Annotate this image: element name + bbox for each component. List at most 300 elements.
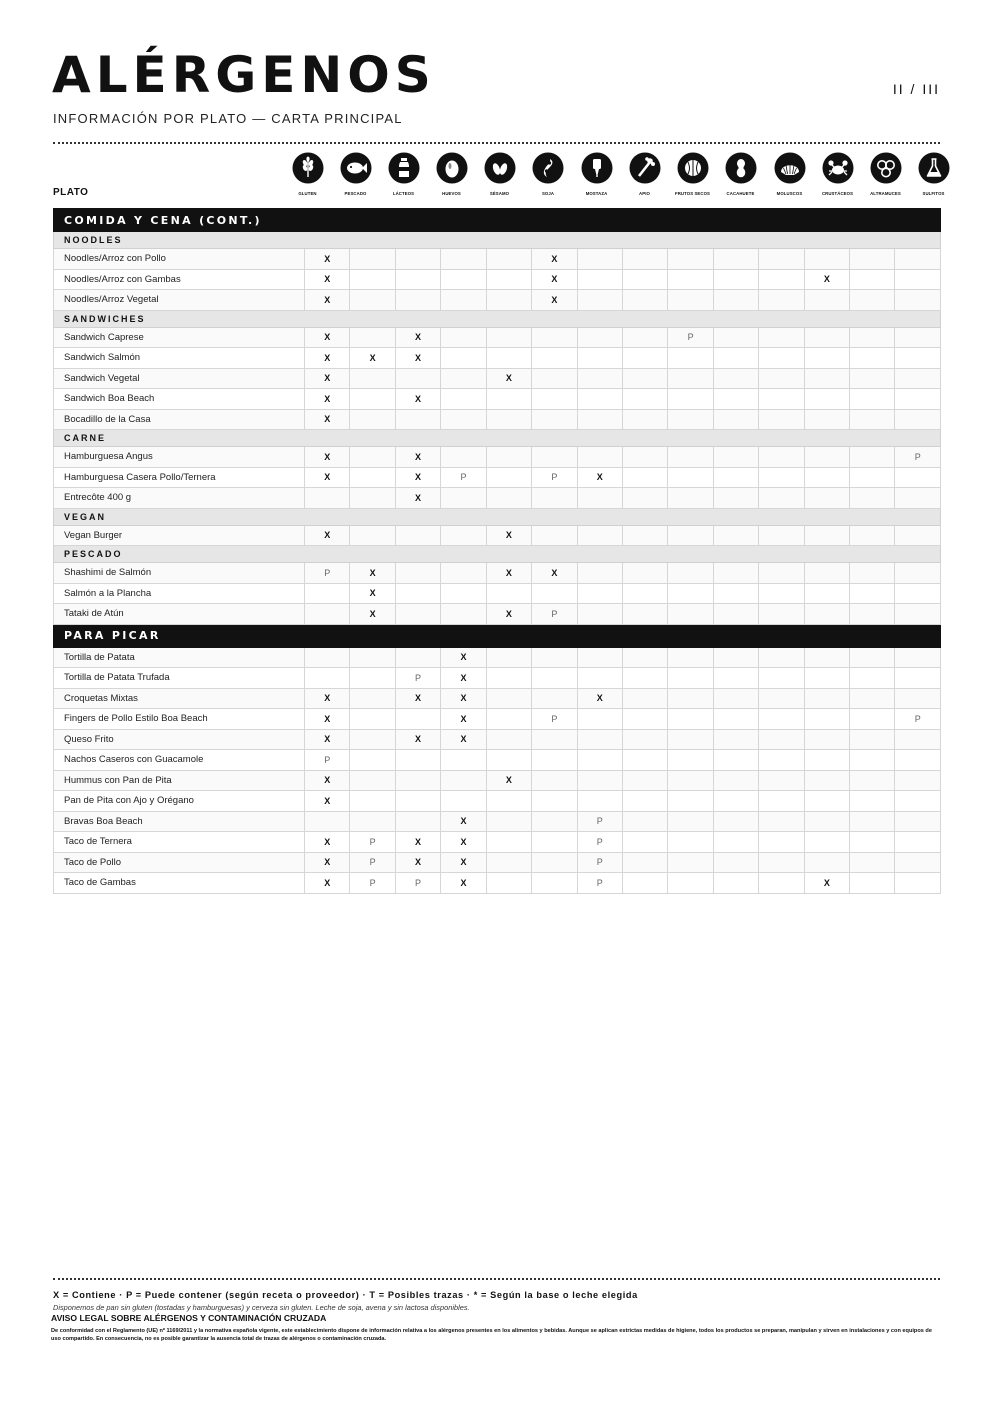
allergen-mark (804, 563, 849, 584)
table-row (54, 563, 941, 584)
allergen-mark (441, 290, 486, 311)
allergen-mark: X (305, 832, 350, 853)
table-row (54, 368, 941, 389)
allergen-mark: X (305, 467, 350, 488)
allergen-mark (850, 852, 895, 873)
allergen-mark (713, 290, 758, 311)
allergen-column-2 (381, 152, 426, 196)
allergen-mark (441, 750, 486, 771)
allergen-mark (622, 290, 667, 311)
allergen-mark: P (895, 709, 940, 730)
allergen-mark (441, 348, 486, 369)
allergen-mark (441, 447, 486, 468)
table-row (54, 770, 941, 791)
allergen-mark (577, 647, 622, 668)
allergen-column-13 (911, 152, 956, 196)
allergen-mark (532, 750, 577, 771)
allergen-mark (305, 811, 350, 832)
allergen-mark: X (350, 348, 395, 369)
allergen-mark (350, 688, 395, 709)
allergen-mark (532, 668, 577, 689)
allergen-mark (713, 811, 758, 832)
allergen-mark: P (532, 467, 577, 488)
allergen-mark (713, 873, 758, 894)
allergen-mark (804, 327, 849, 348)
allergen-mark (350, 770, 395, 791)
allergen-mark: P (305, 563, 350, 584)
allergen-mark (759, 488, 804, 509)
allergen-column-9 (718, 152, 763, 196)
allergen-mark (486, 447, 531, 468)
allergen-mark (532, 488, 577, 509)
allergen-mark (486, 583, 531, 604)
allergen-mark (804, 647, 849, 668)
allergen-mark: X (441, 647, 486, 668)
allergen-mark (577, 668, 622, 689)
allergen-mark: X (305, 327, 350, 348)
allergen-mark (577, 563, 622, 584)
allergen-mark (713, 668, 758, 689)
allergen-mark (668, 249, 713, 270)
allergen-mark (804, 348, 849, 369)
allergen-mark (441, 249, 486, 270)
allergen-mark (804, 409, 849, 430)
allergen-mark: X (395, 389, 440, 410)
dish-name: Pan de Pita con Ajo y Orégano (54, 791, 305, 812)
allergen-mark (759, 447, 804, 468)
section-title: COMIDA Y CENA (CONT.) (54, 209, 941, 232)
allergen-mark (850, 467, 895, 488)
allergen-mark (850, 525, 895, 546)
dish-name: Entrecôte 400 g (54, 488, 305, 509)
allergen-mark (532, 327, 577, 348)
allergen-mark (895, 290, 940, 311)
table-row (54, 467, 941, 488)
allergen-mark (486, 249, 531, 270)
allergen-mark (804, 389, 849, 410)
allergen-icon-header (0, 152, 993, 202)
allergen-mark (804, 709, 849, 730)
allergen-mark: X (395, 729, 440, 750)
allergen-mark (759, 729, 804, 750)
allergen-mark (441, 327, 486, 348)
allergen-mark (668, 729, 713, 750)
egg-icon (429, 152, 474, 184)
allergen-mark: X (305, 688, 350, 709)
allergen-mark (486, 688, 531, 709)
allergen-mark: X (305, 770, 350, 791)
allergen-mark (486, 811, 531, 832)
category-title: NOODLES (54, 232, 941, 249)
allergen-mark (577, 791, 622, 812)
table-row (54, 852, 941, 873)
allergen-mark (532, 389, 577, 410)
category-title: PESCADO (54, 546, 941, 563)
allergen-mark (759, 791, 804, 812)
allergen-mark (804, 290, 849, 311)
table-row (54, 750, 941, 771)
allergen-mark (395, 647, 440, 668)
table-row (54, 249, 941, 270)
allergen-mark (850, 688, 895, 709)
allergen-mark: P (532, 709, 577, 730)
allergen-mark (395, 269, 440, 290)
allergen-mark: X (305, 873, 350, 894)
allergen-mark (759, 249, 804, 270)
allergen-mark (850, 409, 895, 430)
allergen-mark: X (395, 688, 440, 709)
allergen-mark (850, 647, 895, 668)
dish-name: Sandwich Boa Beach (54, 389, 305, 410)
dish-name: Tortilla de Patata Trufada (54, 668, 305, 689)
allergen-mark (895, 688, 940, 709)
allergen-mark (713, 791, 758, 812)
nut-icon (670, 152, 715, 184)
allergen-mark (532, 873, 577, 894)
allergen-column-1 (333, 152, 378, 196)
allergen-mark (441, 409, 486, 430)
allergen-mark (713, 770, 758, 791)
allergen-mark (713, 327, 758, 348)
allergen-mark (577, 348, 622, 369)
allergen-mark: X (305, 447, 350, 468)
allergen-mark (759, 467, 804, 488)
page-number: II / III (892, 81, 940, 97)
allergen-mark (622, 729, 667, 750)
allergen-mark (759, 583, 804, 604)
allergen-mark (668, 409, 713, 430)
category-title: VEGAN (54, 508, 941, 525)
allergen-mark: P (395, 873, 440, 894)
table-row (54, 269, 941, 290)
allergen-mark (804, 488, 849, 509)
table-row (54, 729, 941, 750)
soy-icon (526, 152, 571, 184)
allergen-mark: X (350, 563, 395, 584)
allergen-mark (577, 389, 622, 410)
allergen-mark (395, 583, 440, 604)
allergen-mark: X (577, 688, 622, 709)
allergen-mark (577, 327, 622, 348)
allergen-mark (713, 409, 758, 430)
allergen-mark: X (804, 873, 849, 894)
celery-icon (622, 152, 667, 184)
allergen-mark (486, 873, 531, 894)
allergen-mark (441, 791, 486, 812)
allergen-mark (486, 348, 531, 369)
allergen-mark (850, 249, 895, 270)
allergen-mark (622, 791, 667, 812)
allergen-mark (577, 750, 622, 771)
allergen-mark (305, 668, 350, 689)
allergen-mark (622, 327, 667, 348)
allergen-mark (759, 525, 804, 546)
allergen-mark (850, 668, 895, 689)
allergen-mark (759, 409, 804, 430)
allergen-mark (713, 525, 758, 546)
allergen-mark (395, 750, 440, 771)
allergen-mark: X (486, 563, 531, 584)
allergen-mark (395, 368, 440, 389)
allergen-label: HUEVOS (442, 191, 461, 196)
allergen-mark (668, 368, 713, 389)
allergen-mark (305, 583, 350, 604)
allergen-mark: X (532, 290, 577, 311)
allergen-mark (713, 467, 758, 488)
allergen-mark (895, 750, 940, 771)
allergen-mark (305, 488, 350, 509)
allergen-mark (895, 647, 940, 668)
allergen-mark (804, 249, 849, 270)
allergen-mark (532, 729, 577, 750)
allergen-mark (895, 668, 940, 689)
dish-name: Taco de Gambas (54, 873, 305, 894)
allergen-mark (622, 832, 667, 853)
allergen-label: CRUSTÁCEOS (821, 191, 854, 196)
allergen-mark (759, 290, 804, 311)
allergen-mark (850, 327, 895, 348)
allergen-mark (350, 409, 395, 430)
allergen-mark (713, 832, 758, 853)
dish-name: Queso Frito (54, 729, 305, 750)
allergen-mark (850, 348, 895, 369)
section-header (54, 209, 941, 232)
allergen-mark (486, 750, 531, 771)
dish-name: Shashimi de Salmón (54, 563, 305, 584)
allergen-mark (577, 249, 622, 270)
category-header (54, 430, 941, 447)
allergen-label: MOLUSCOS (776, 191, 803, 196)
table-row (54, 525, 941, 546)
allergen-mark (350, 525, 395, 546)
allergen-column-6 (574, 152, 619, 196)
allergen-label: APIO (639, 191, 650, 196)
allergen-mark (895, 409, 940, 430)
allergen-mark (759, 750, 804, 771)
allergen-mark (850, 563, 895, 584)
allergen-mark (804, 604, 849, 625)
allergen-mark (622, 688, 667, 709)
allergen-mark (305, 647, 350, 668)
allergen-mark (622, 409, 667, 430)
allergen-mark (622, 525, 667, 546)
allergen-mark (713, 488, 758, 509)
allergen-mark (850, 290, 895, 311)
allergen-mark: P (577, 852, 622, 873)
allergen-mark (759, 811, 804, 832)
milk-bottle-icon (381, 152, 426, 184)
dish-name: Bravas Boa Beach (54, 811, 305, 832)
allergen-mark: X (305, 729, 350, 750)
table-row (54, 447, 941, 468)
allergen-mark: X (532, 249, 577, 270)
allergen-mark (895, 811, 940, 832)
allergen-mark (395, 604, 440, 625)
availability-note: Disponemos de pan sin gluten (tostadas y hamburguesas) y cerveza sin gluten. Leche de soja, avena y sin lactosa disponibles. (53, 1303, 470, 1312)
shell-icon (767, 152, 812, 184)
allergen-mark (668, 348, 713, 369)
allergen-mark (622, 447, 667, 468)
allergen-mark: X (577, 467, 622, 488)
allergen-mark (350, 327, 395, 348)
allergen-mark (577, 269, 622, 290)
allergen-mark (622, 709, 667, 730)
allergen-mark (486, 269, 531, 290)
lupin-icon (863, 152, 908, 184)
allergen-column-7 (622, 152, 667, 196)
allergen-mark: P (577, 811, 622, 832)
allergen-mark (486, 389, 531, 410)
allergen-mark (486, 729, 531, 750)
allergen-mark (895, 583, 940, 604)
allergen-label: CACAHUETE (726, 191, 755, 196)
allergen-mark (895, 389, 940, 410)
allergen-mark: X (441, 729, 486, 750)
allergen-mark (577, 583, 622, 604)
allergen-mark: X (305, 249, 350, 270)
allergen-mark: P (895, 447, 940, 468)
allergen-mark (395, 563, 440, 584)
dish-column-header: PLATO (53, 187, 89, 198)
allergen-mark: X (305, 348, 350, 369)
allergen-mark: X (441, 688, 486, 709)
allergen-mark (577, 368, 622, 389)
allergen-column-4 (477, 152, 522, 196)
allergen-mark (804, 811, 849, 832)
allergen-column-3 (429, 152, 474, 196)
allergen-mark (850, 447, 895, 468)
allergen-mark (395, 791, 440, 812)
legal-notice-title: AVISO LEGAL SOBRE ALÉRGENOS Y CONTAMINACIÓN CRUZADA (51, 1313, 327, 1323)
table-row (54, 832, 941, 853)
allergen-mark (713, 688, 758, 709)
allergen-mark (713, 249, 758, 270)
allergen-mark: P (395, 668, 440, 689)
allergen-mark (486, 488, 531, 509)
allergen-mark (622, 604, 667, 625)
allergen-column-8 (670, 152, 715, 196)
table-row (54, 647, 941, 668)
allergen-mark: X (395, 488, 440, 509)
allergen-mark (395, 811, 440, 832)
dish-name: Hamburguesa Casera Pollo/Ternera (54, 467, 305, 488)
table-row (54, 327, 941, 348)
allergen-mark (395, 525, 440, 546)
allergen-mark (668, 467, 713, 488)
allergen-mark (759, 327, 804, 348)
bottom-divider (53, 1278, 940, 1280)
allergen-mark (713, 750, 758, 771)
mustard-icon (574, 152, 619, 184)
allergen-mark (622, 348, 667, 369)
allergen-mark (350, 488, 395, 509)
allergen-mark: P (441, 467, 486, 488)
allergen-mark (577, 770, 622, 791)
allergen-mark (350, 447, 395, 468)
allergen-mark (486, 647, 531, 668)
allergen-mark (532, 409, 577, 430)
allergen-mark (895, 525, 940, 546)
allergen-mark (350, 290, 395, 311)
dish-name: Noodles/Arroz Vegetal (54, 290, 305, 311)
category-header (54, 508, 941, 525)
allergen-mark (759, 709, 804, 730)
allergen-mark (350, 368, 395, 389)
allergen-mark (850, 750, 895, 771)
allergen-label: GLUTEN (298, 191, 317, 196)
allergen-mark (668, 583, 713, 604)
allergen-mark (486, 832, 531, 853)
dish-name: Tataki de Atún (54, 604, 305, 625)
allergen-mark (668, 389, 713, 410)
table-row (54, 348, 941, 369)
wheat-icon (285, 152, 330, 184)
allergen-column-12 (863, 152, 908, 196)
allergen-mark (895, 604, 940, 625)
allergen-mark: X (305, 525, 350, 546)
allergen-mark: X (486, 525, 531, 546)
allergen-mark: X (395, 348, 440, 369)
allergen-mark (350, 467, 395, 488)
allergen-mark (577, 488, 622, 509)
allergen-mark (895, 852, 940, 873)
allergen-mark (486, 668, 531, 689)
allergen-mark (804, 688, 849, 709)
allergen-mark (668, 668, 713, 689)
allergen-mark (532, 368, 577, 389)
allergen-mark (668, 604, 713, 625)
allergen-mark: X (305, 409, 350, 430)
allergen-mark (850, 389, 895, 410)
allergen-mark (668, 811, 713, 832)
dish-name: Noodles/Arroz con Pollo (54, 249, 305, 270)
allergen-mark (759, 770, 804, 791)
allergen-mark (759, 873, 804, 894)
allergen-mark: P (668, 327, 713, 348)
allergen-mark: P (577, 873, 622, 894)
allergen-mark (668, 852, 713, 873)
page-subtitle: INFORMACIÓN POR PLATO — CARTA PRINCIPAL (53, 111, 403, 126)
allergen-column-11 (815, 152, 860, 196)
allergen-mark: X (350, 583, 395, 604)
allergen-mark (895, 368, 940, 389)
allergen-mark: X (486, 604, 531, 625)
allergen-mark: X (395, 467, 440, 488)
allergen-mark (350, 647, 395, 668)
allergen-label: SÉSAMO (489, 191, 510, 196)
allergen-mark (804, 852, 849, 873)
allergen-mark (850, 488, 895, 509)
allergen-mark (759, 348, 804, 369)
table-row (54, 668, 941, 689)
allergen-mark: X (532, 269, 577, 290)
allergen-mark: X (305, 389, 350, 410)
allergen-mark: X (441, 852, 486, 873)
allergen-mark (713, 647, 758, 668)
allergen-mark: X (350, 604, 395, 625)
allergen-mark (486, 290, 531, 311)
allergen-label: PESCADO (344, 191, 367, 196)
dish-name: Taco de Pollo (54, 852, 305, 873)
allergen-label: SOJA (541, 191, 555, 196)
allergen-mark (668, 688, 713, 709)
allergen-mark (532, 832, 577, 853)
allergen-mark (577, 409, 622, 430)
allergen-mark: X (395, 447, 440, 468)
allergen-mark (759, 668, 804, 689)
allergen-mark (622, 389, 667, 410)
flask-icon (911, 152, 956, 184)
